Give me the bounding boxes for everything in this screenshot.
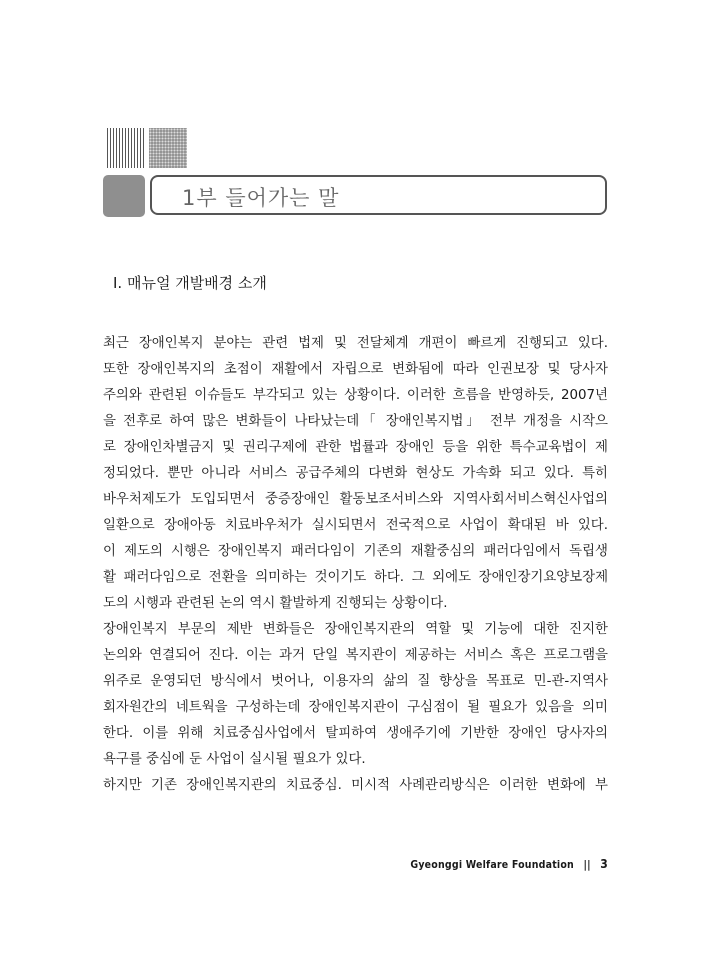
text-line: 한다. 이를 위해 치료중심사업에서 탈피하여 생애주기에 기반한 장애인 당사자의	[103, 726, 608, 741]
text-line: 장애인복지 부문의 제반 변화들은 장애인복지관의 역할 및 기능에 대한 진지한	[103, 622, 608, 637]
section-heading: Ⅰ. 매뉴얼 개발배경 소개	[113, 274, 267, 292]
footer-separator: ||	[583, 859, 591, 871]
text-line: 도의 시행과 관련된 논의 역시 활발하게 진행되는 상황이다.	[103, 596, 448, 611]
text-line: 하지만 기존 장애인복지관의 치료중심. 미시적 사례관리방식은 이러한 변화에 부	[103, 778, 608, 793]
text-line: 을 전후로 하여 많은 변화들이 나타났는데「 장애인복지법」 전부 개정을 시작으	[103, 414, 608, 429]
text-line: 욕구를 중심에 둔 사업이 실시될 필요가 있다.	[103, 752, 366, 767]
text-line: 일환으로 장애아동 치료바우처가 실시되면서 전국적으로 사업이 확대된 바 있다.	[103, 518, 608, 533]
page-footer	[410, 857, 608, 871]
text-line: 회자원간의 네트웍을 구성하는데 장애인복지관이 구심점이 될 필요가 있음을 의미	[103, 700, 608, 715]
text-line: 바우처제도가 도입되면서 중증장애인 활동보조서비스와 지역사회서비스혁신사업의	[103, 492, 608, 507]
text-line: 최근 장애인복지 분야는 관련 법제 및 전달체계 개편이 빠르게 진행되고 있다.	[103, 336, 608, 351]
body-text	[103, 331, 608, 799]
text-line: 이 제도의 시행은 장애인복지 패러다임이 기존의 재활중심의 패러다임에서 독립생	[103, 544, 608, 559]
footer-organization: Gyeonggi Welfare Foundation	[410, 859, 574, 871]
page-number: 3	[600, 857, 608, 871]
text-line: 로 장애인차별금지 및 권리구제에 관한 법률과 장애인 등을 위한 특수교육법이 제	[103, 440, 608, 455]
dotted-decoration	[149, 128, 187, 168]
chapter-title-box	[150, 175, 607, 215]
text-line: 정되었다. 뿐만 아니라 서비스 공급주체의 다변화 현상도 가속화 되고 있다. 특히	[103, 466, 608, 481]
chapter-marker-block	[103, 175, 145, 217]
text-line: 주의와 관련된 이슈들도 부각되고 있는 상황이다. 이러한 흐름을 반영하듯, 2007년	[103, 388, 608, 403]
striped-decoration	[107, 128, 145, 168]
text-line: 또한 장애인복지의 초점이 재활에서 자립으로 변화됨에 따라 인권보장 및 당사자	[103, 362, 608, 377]
text-line: 활 패러다임으로 전환을 의미하는 것이기도 하다. 그 외에도 장애인장기요양보장제	[103, 570, 608, 585]
chapter-title: 1부 들어가는 말	[182, 186, 340, 210]
text-line: 위주로 운영되던 방식에서 벗어나, 이용자의 삶의 질 향상을 목표로 민-관-지역사	[103, 674, 608, 689]
text-line: 논의와 연결되어 진다. 이는 과거 단일 복지관이 제공하는 서비스 혹은 프로그램을	[103, 648, 608, 663]
